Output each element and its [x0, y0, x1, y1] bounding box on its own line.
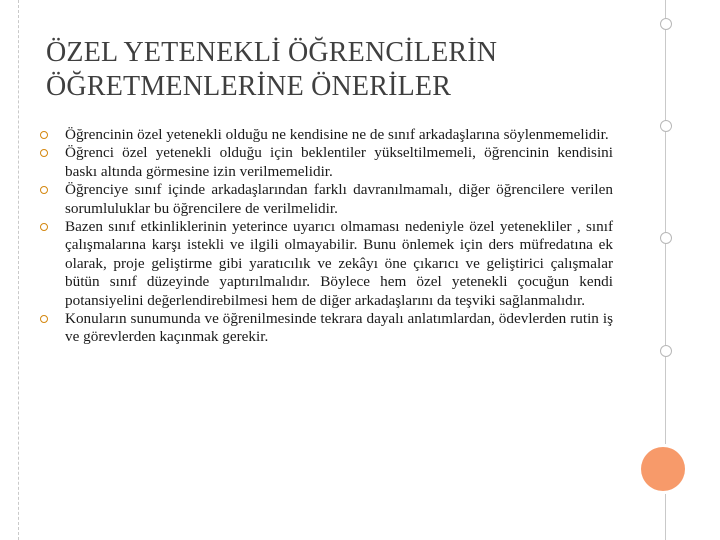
rail-ring-icon — [660, 120, 672, 132]
list-item-text: Öğrenci özel yetenekli olduğu için beklentiler yükseltilmemeli, öğrencinin kendisini baskı altında görmesine izin verilmemelidir. — [65, 144, 613, 180]
circle-bullet-icon — [40, 315, 48, 323]
bullet-list — [40, 126, 613, 347]
list-item-text: Öğrenciye sınıf içinde arkadaşlarından farklı davranılmamalı, diğer öğrencilere verilen sorumluluklar bu öğrencilere de verilmelidir. — [65, 181, 613, 217]
slide-title: ÖZEL YETENEKLİ ÖĞRENCİLERİN ÖĞRETMENLERİNE ÖNERİLER — [46, 37, 498, 102]
list-item — [40, 126, 613, 144]
list-item — [40, 144, 613, 181]
list-item — [40, 310, 613, 347]
rail-ring-icon — [660, 345, 672, 357]
list-item-text: Bazen sınıf etkinliklerinin yeterince uyarıcı olmaması nedeniyle özel yetenekliler , sınıf çalışmalarına karşı istekli ve ilgili olmayabilir. Bunu önlemek için ders müfredatına ek olarak, proje geliştirme gibi yaratıcılık ve zekâyı öne çıkarıcı ve geliştirici çalışmalar bütün sınıf düzeyinde yaptırılmalıdır. Böylece hem özel yetenekli çocuğun kendi potansiyelini değerlendirebilmesi hem de diğer arkadaşlarını da teşviki sağlanmalıdır. — [65, 218, 613, 309]
circle-bullet-icon — [40, 131, 48, 139]
circle-bullet-icon — [40, 186, 48, 194]
circle-bullet-icon — [40, 223, 48, 231]
list-item-text: Öğrencinin özel yetenekli olduğu ne kendisine ne de sınıf arkadaşlarına söylenmemelidir. — [65, 126, 609, 143]
circle-bullet-icon — [40, 149, 48, 157]
rail-ring-icon — [660, 232, 672, 244]
right-rail-line — [665, 0, 666, 444]
rail-ring-icon — [660, 18, 672, 30]
right-rail-line-bottom — [665, 494, 666, 540]
list-item — [40, 181, 613, 218]
list-item-text: Konuların sunumunda ve öğrenilmesinde tekrara dayalı anlatımlardan, ödevlerden rutin iş ve görevlerden kaçınmak gerekir. — [65, 310, 613, 346]
list-item — [40, 218, 613, 310]
left-dashed-border — [18, 0, 19, 540]
orange-circle-icon — [641, 447, 685, 491]
